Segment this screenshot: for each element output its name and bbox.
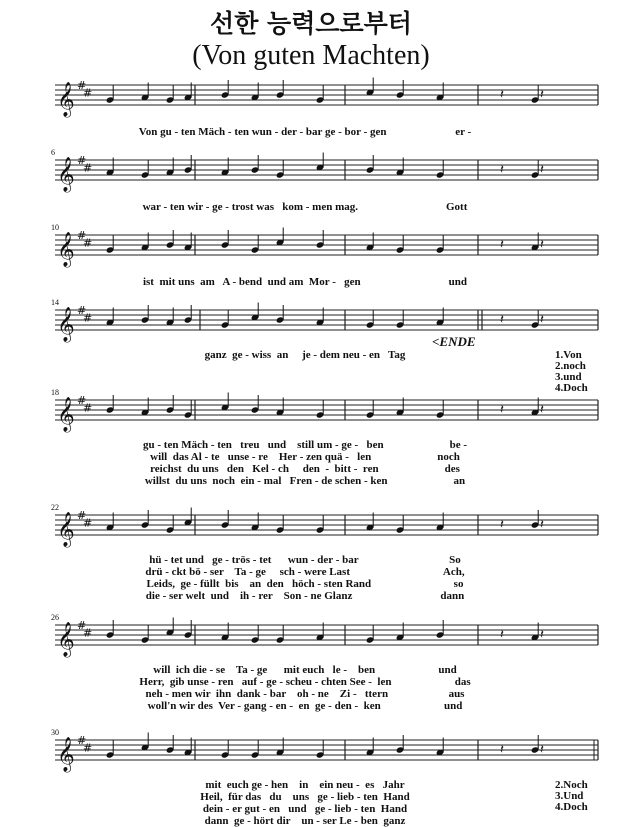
lyric-line: drü - ckt bö - ser Ta - ge sch - were Last Ach, (145, 566, 465, 578)
rest-icon: 𝄽 (540, 312, 544, 328)
measure-number: 6 (51, 148, 55, 157)
lyric-line: woll'n wir des Ver - gang - en - en ge - den - ken und (147, 700, 463, 712)
lyric-line: reichst du uns den Kel - ch den - bitt - ren des (150, 463, 460, 475)
lyric-line: willst du uns noch ein - mal Fren - de schen - ken an (144, 475, 466, 487)
sharp-icon: # (77, 304, 87, 317)
staff (0, 298, 622, 370)
rest-icon: 𝄽 (540, 517, 544, 533)
lyric-line: mit euch ge - hen in ein neu - es Jahr (205, 779, 405, 791)
sharp-icon: # (77, 734, 87, 747)
lyric-line: die - ser welt und ih - rer Son - ne Glanz dann (145, 590, 465, 602)
sharp-icon: # (83, 741, 93, 755)
rest-icon: 𝄽 (540, 742, 544, 758)
treble-clef-icon: 𝄞 (57, 232, 75, 267)
lyric-line: Leids, ge - füllt bis an den höch - sten Rand so (146, 578, 464, 590)
rest-icon: 𝄽 (500, 312, 504, 328)
sharp-icon: # (83, 401, 93, 415)
rest-icon: 𝄽 (540, 87, 544, 103)
treble-clef-icon: 𝄞 (57, 157, 75, 192)
treble-clef-icon: 𝄞 (57, 737, 75, 772)
sharp-icon: # (77, 229, 87, 242)
sharp-icon: # (83, 516, 93, 530)
korean-title: 선한 능력으로부터 (210, 9, 412, 38)
lyric-line: dann ge - hört dir un - ser Le - ben ganz (204, 815, 406, 827)
lyric-line: will ich die - se Ta - ge mit euch le - ben und (153, 664, 457, 676)
lyric-line: neh - men wir ihn dank - bar oh - ne Zi - ttern aus (145, 688, 465, 700)
rest-icon: 𝄽 (500, 402, 504, 418)
measure-number: 26 (51, 613, 59, 622)
rest-icon: 𝄽 (500, 517, 504, 533)
sharp-icon: # (77, 619, 87, 632)
treble-clef-icon: 𝄞 (57, 397, 75, 432)
rest-icon: 𝄽 (500, 87, 504, 103)
ende-mark: <ENDE (432, 334, 476, 349)
rest-icon: 𝄽 (540, 237, 544, 253)
lyric-line: hü - tet und ge - trös - tet wun - der - bar So (149, 554, 461, 566)
lyric-line: war - ten wir - ge - trost was kom - men mag. Gott (142, 201, 468, 213)
sharp-icon: # (83, 311, 93, 325)
sharp-icon: # (83, 86, 93, 100)
sharp-icon: # (83, 161, 93, 175)
sharp-icon: # (83, 626, 93, 640)
lyric-line: Herr, gib unse - ren auf - ge - scheu - chten See - len das (139, 676, 471, 688)
treble-clef-icon: 𝄞 (57, 622, 75, 657)
sharp-icon: # (83, 236, 93, 250)
sharp-icon: # (77, 509, 87, 522)
german-title: (Von guten Machten) (192, 40, 430, 71)
sharp-icon: # (77, 394, 87, 407)
lyric-line: Heil, für das du uns ge - lieb - ten Hand (200, 791, 410, 803)
rest-icon: 𝄽 (540, 402, 544, 418)
lyric-line: ist mit uns am A - bend und am Mor - gen und (142, 276, 468, 288)
verse-numbers: 2.Noch 3.Und 4.Doch (555, 779, 588, 813)
measure-number: 14 (51, 298, 59, 307)
measure-number: 30 (51, 728, 59, 737)
rest-icon: 𝄽 (500, 742, 504, 758)
lyric-line: ganz ge - wiss an je - dem neu - en Tag (204, 349, 406, 361)
measure-number: 18 (51, 388, 59, 397)
lyric-line: gu - ten Mäch - ten treu und still um - ge - ben be - (143, 439, 467, 451)
sharp-icon: # (77, 154, 87, 167)
lyric-line: Von gu - ten Mäch - ten wun - der - bar ge - bor - gen er - (138, 126, 472, 138)
rest-icon: 𝄽 (500, 627, 504, 643)
treble-clef-icon: 𝄞 (57, 82, 75, 117)
treble-clef-icon: 𝄞 (57, 307, 75, 342)
lyric-line: will das Al - te unse - re Her - zen quä - len noch (150, 451, 460, 463)
lyric-line: dein - er gut - en und ge - lieb - ten Hand (202, 803, 408, 815)
measure-number: 10 (51, 223, 59, 232)
verse-numbers: 1.Von 2.noch 3.und 4.Doch (555, 349, 588, 394)
rest-icon: 𝄽 (500, 162, 504, 178)
treble-clef-icon: 𝄞 (57, 512, 75, 547)
rest-icon: 𝄽 (540, 162, 544, 178)
rest-icon: 𝄽 (500, 237, 504, 253)
rest-icon: 𝄽 (540, 627, 544, 643)
measure-number: 22 (51, 503, 59, 512)
sharp-icon: # (77, 79, 87, 92)
